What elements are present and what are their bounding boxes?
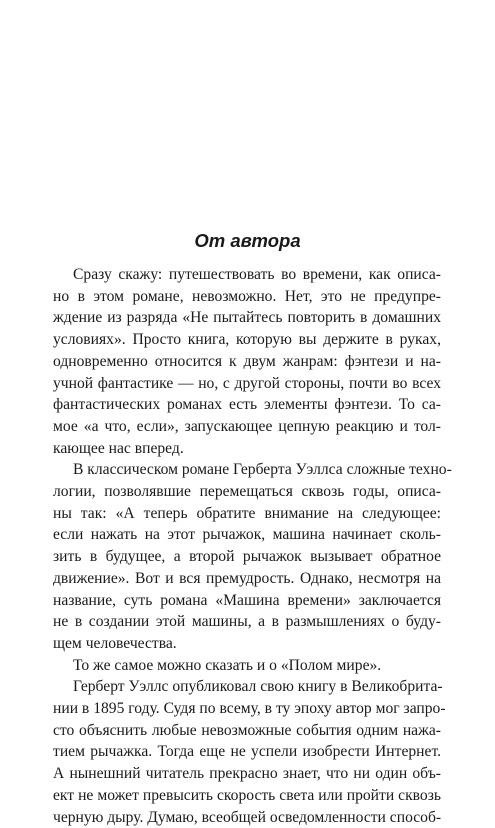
text-line: сто объяснить любые невозможные события одним нажа- [53, 721, 441, 739]
text-line: нии в 1895 году. Судя по всему, в ту эпоху автор мог запро- [53, 700, 446, 718]
text-line: мое «а что, если», запускающее цепную реакцию и тол- [53, 417, 441, 435]
text-line: учной фантастике — но, с другой стороны, почти во всех [53, 374, 441, 392]
text-line: тием рычажка. Тогда еще не успели изобрести Интернет. [53, 743, 441, 761]
text-line: черную дыру. Думаю, всеобщей осведомленности способ- [53, 808, 442, 826]
text-line: не в создании этой машины, а в размышлениях о буду- [53, 613, 441, 631]
chapter-title: От автора [194, 230, 301, 251]
text-line: ждение из разряда «Не пытайтесь повторить в домашних [53, 309, 441, 327]
text-line: ны так: «А теперь обратите внимание на следующее: [53, 504, 441, 522]
text-line: название, суть романа «Машина времени» заключается [53, 591, 441, 609]
text-line: движение». Вот и вся премудрость. Однако, несмотря на [53, 569, 441, 587]
text-line: А нынешний читатель прекрасно знает, что ни один объ- [53, 765, 441, 783]
text-line: но в этом романе, невозможно. Нет, это не предупре- [53, 287, 441, 305]
paragraph [53, 676, 446, 828]
paragraph [53, 655, 441, 677]
text-line: ект не может превысить скорость света или пройти сквозь [53, 786, 441, 804]
text-line: зить в будущее, а второй рычажок вызывает обратное [53, 548, 441, 566]
text-line: Герберт Уэллс опубликовал свою книгу в Великобрита- [73, 678, 443, 696]
text-line: если нажать на этот рычажок, машина начинает сколь- [53, 526, 441, 544]
paragraph [53, 459, 452, 654]
text-line: щем человечества. [53, 634, 177, 652]
text-line: одновременно относится к двум жанрам: фэнтези и на- [53, 352, 441, 370]
text-line: условиях». Просто книга, которую вы держите в руках, [53, 331, 441, 349]
text-line: логии, позволявшие перемещаться сквозь годы, описа- [53, 483, 441, 501]
body-text [53, 264, 452, 828]
text-line: фантастических романах есть элементы фэнтези. То са- [53, 396, 441, 414]
text-line: кающее нас вперед. [53, 439, 184, 457]
text-line: Сразу скажу: путешествовать во времени, как описа- [73, 266, 441, 283]
text-line: В классическом романе Герберта Уэллса сложные техно- [73, 461, 452, 479]
paragraph [53, 264, 441, 459]
text-line: То же самое можно сказать и о «Полом мире». [73, 656, 382, 674]
